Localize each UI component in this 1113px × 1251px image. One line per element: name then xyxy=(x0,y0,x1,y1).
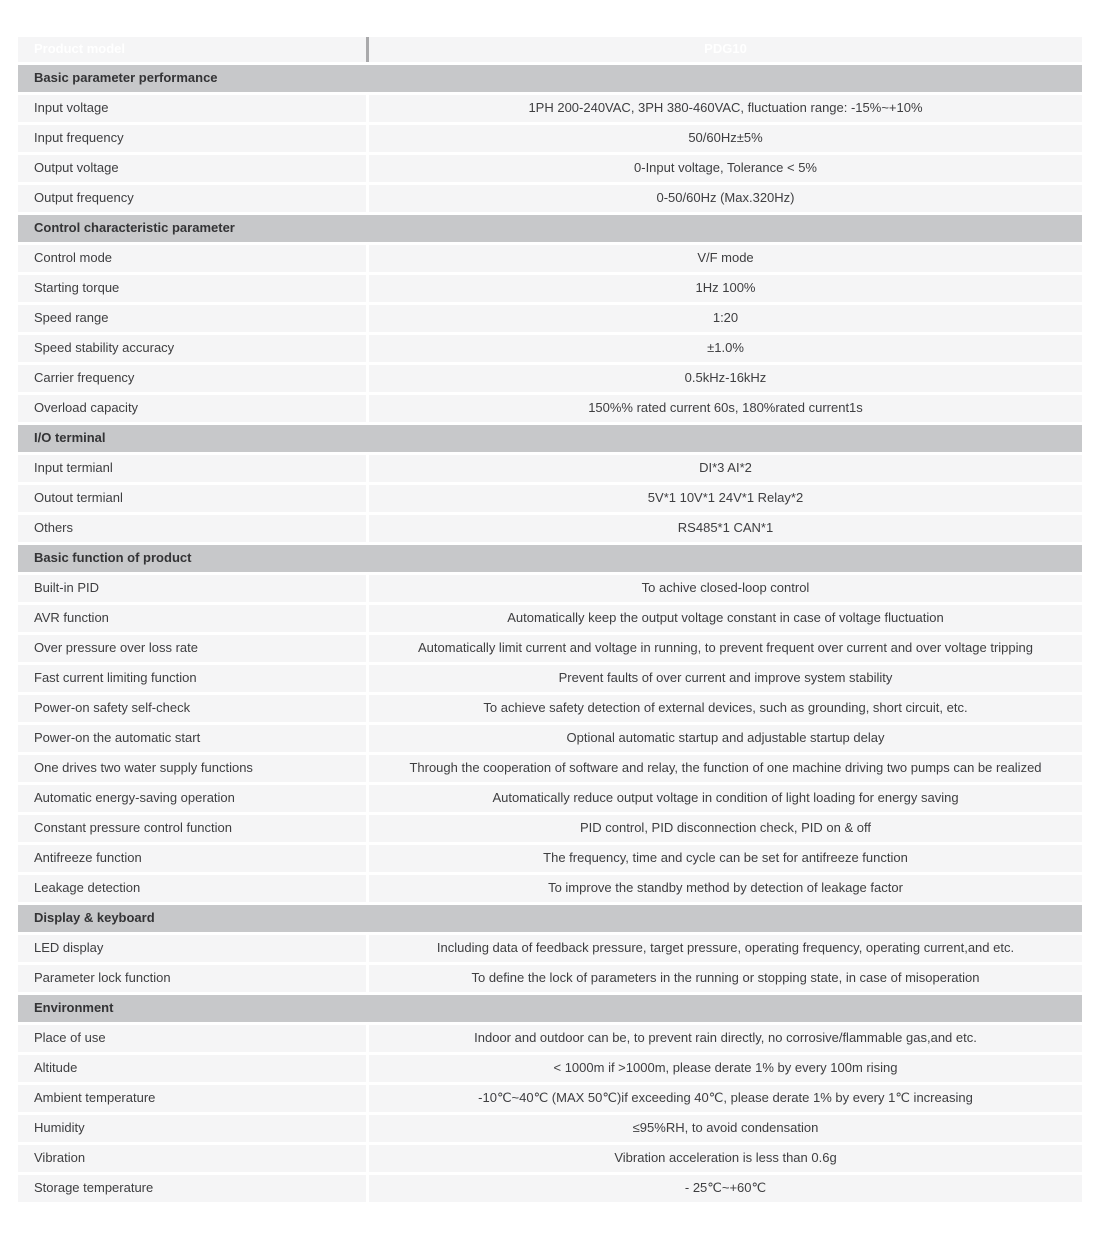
row-label: Parameter lock function xyxy=(18,965,366,992)
table-row xyxy=(18,1145,1082,1172)
table-row xyxy=(18,305,1082,332)
row-value: - 25℃~+60℃ xyxy=(369,1175,1082,1202)
table-row xyxy=(18,845,1082,872)
section-row-control-characteristic-parameter xyxy=(18,215,1082,242)
row-value: Including data of feedback pressure, target pressure, operating frequency, operating current,and etc. xyxy=(369,935,1082,962)
row-value: 50/60Hz±5% xyxy=(369,125,1082,152)
section-row-display-keyboard xyxy=(18,905,1082,932)
row-value: To improve the standby method by detection of leakage factor xyxy=(369,875,1082,902)
table-row xyxy=(18,635,1082,662)
section-row-i-o-terminal xyxy=(18,425,1082,452)
row-label: Speed stability accuracy xyxy=(18,335,366,362)
row-label: Antifreeze function xyxy=(18,845,366,872)
row-value: 0.5kHz-16kHz xyxy=(369,365,1082,392)
row-value: Automatically limit current and voltage in running, to prevent frequent over current and over voltage tripping xyxy=(369,635,1082,662)
table-row xyxy=(18,95,1082,122)
row-label: Place of use xyxy=(18,1025,366,1052)
row-value: To achieve safety detection of external devices, such as grounding, short circuit, etc. xyxy=(369,695,1082,722)
row-label: Output frequency xyxy=(18,185,366,212)
table-row xyxy=(18,1175,1082,1202)
row-value: 1Hz 100% xyxy=(369,275,1082,302)
row-label: Over pressure over loss rate xyxy=(18,635,366,662)
row-value: V/F mode xyxy=(369,245,1082,272)
row-value: 150%% rated current 60s, 180%rated current1s xyxy=(369,395,1082,422)
row-label: Outout termianl xyxy=(18,485,366,512)
table-row xyxy=(18,485,1082,512)
row-value: -10℃~40℃ (MAX 50℃)if exceeding 40℃, please derate 1% by every 1℃ increasing xyxy=(369,1085,1082,1112)
table-row xyxy=(18,275,1082,302)
table-row xyxy=(18,695,1082,722)
table-row xyxy=(18,395,1082,422)
row-label: Vibration xyxy=(18,1145,366,1172)
row-value: RS485*1 CAN*1 xyxy=(369,515,1082,542)
row-value: Prevent faults of over current and improve system stability xyxy=(369,665,1082,692)
section-row-basic-parameter-performance xyxy=(18,65,1082,92)
row-label: Automatic energy-saving operation xyxy=(18,785,366,812)
table-row xyxy=(18,575,1082,602)
row-label: Control mode xyxy=(18,245,366,272)
row-value: ±1.0% xyxy=(369,335,1082,362)
table-row xyxy=(18,1025,1082,1052)
row-value: 5V*1 10V*1 24V*1 Relay*2 xyxy=(369,485,1082,512)
section-title: Basic function of product xyxy=(18,545,1082,572)
table-row xyxy=(18,965,1082,992)
row-label: Others xyxy=(18,515,366,542)
row-label: Input termianl xyxy=(18,455,366,482)
row-label: Leakage detection xyxy=(18,875,366,902)
row-value: Automatically keep the output voltage constant in case of voltage fluctuation xyxy=(369,605,1082,632)
table-row xyxy=(18,515,1082,542)
table-row xyxy=(18,755,1082,782)
row-value: < 1000m if >1000m, please derate 1% by every 100m rising xyxy=(369,1055,1082,1082)
row-value: To achive closed-loop control xyxy=(369,575,1082,602)
row-label: Altitude xyxy=(18,1055,366,1082)
row-label: Input voltage xyxy=(18,95,366,122)
row-label: Ambient temperature xyxy=(18,1085,366,1112)
table-row xyxy=(18,1115,1082,1142)
row-value: The frequency, time and cycle can be set for antifreeze function xyxy=(369,845,1082,872)
header-product-model-label: Product model xyxy=(18,37,366,62)
section-title: Basic parameter performance xyxy=(18,65,1082,92)
table-row xyxy=(18,365,1082,392)
header-model-name: PDG10 xyxy=(369,37,1082,62)
row-label: Output voltage xyxy=(18,155,366,182)
section-title: I/O terminal xyxy=(18,425,1082,452)
row-value: To define the lock of parameters in the running or stopping state, in case of misoperation xyxy=(369,965,1082,992)
row-label: Humidity xyxy=(18,1115,366,1142)
row-label: Power-on safety self-check xyxy=(18,695,366,722)
row-value: Through the cooperation of software and relay, the function of one machine driving two pumps can be realized xyxy=(369,755,1082,782)
row-label: AVR function xyxy=(18,605,366,632)
section-title: Display & keyboard xyxy=(18,905,1082,932)
table-row xyxy=(18,245,1082,272)
spec-table xyxy=(18,37,1082,1205)
table-row xyxy=(18,815,1082,842)
row-label: One drives two water supply functions xyxy=(18,755,366,782)
table-row xyxy=(18,935,1082,962)
table-row xyxy=(18,455,1082,482)
table-row xyxy=(18,875,1082,902)
row-value: 0-50/60Hz (Max.320Hz) xyxy=(369,185,1082,212)
row-label: Overload capacity xyxy=(18,395,366,422)
table-row xyxy=(18,605,1082,632)
row-value: 1PH 200-240VAC, 3PH 380-460VAC, fluctuation range: -15%~+10% xyxy=(369,95,1082,122)
section-title: Control characteristic parameter xyxy=(18,215,1082,242)
row-value: ≤95%RH, to avoid condensation xyxy=(369,1115,1082,1142)
table-body xyxy=(18,65,1082,1202)
table-row xyxy=(18,155,1082,182)
row-value: 0-Input voltage, Tolerance < 5% xyxy=(369,155,1082,182)
row-label: Built-in PID xyxy=(18,575,366,602)
row-value: Optional automatic startup and adjustable startup delay xyxy=(369,725,1082,752)
row-value: Vibration acceleration is less than 0.6g xyxy=(369,1145,1082,1172)
table-row xyxy=(18,185,1082,212)
row-value: Indoor and outdoor can be, to prevent rain directly, no corrosive/flammable gas,and etc. xyxy=(369,1025,1082,1052)
row-label: Carrier frequency xyxy=(18,365,366,392)
row-label: Speed range xyxy=(18,305,366,332)
row-value: Automatically reduce output voltage in condition of light loading for energy saving xyxy=(369,785,1082,812)
row-value: 1:20 xyxy=(369,305,1082,332)
table-header-row xyxy=(18,37,1082,62)
table-row xyxy=(18,1055,1082,1082)
row-label: Fast current limiting function xyxy=(18,665,366,692)
row-label: Constant pressure control function xyxy=(18,815,366,842)
row-label: Power-on the automatic start xyxy=(18,725,366,752)
row-value: DI*3 AI*2 xyxy=(369,455,1082,482)
row-label: Storage temperature xyxy=(18,1175,366,1202)
row-label: Input frequency xyxy=(18,125,366,152)
row-label: LED display xyxy=(18,935,366,962)
table-row xyxy=(18,725,1082,752)
section-row-basic-function-of-product xyxy=(18,545,1082,572)
section-title: Environment xyxy=(18,995,1082,1022)
table-row xyxy=(18,125,1082,152)
section-row-environment xyxy=(18,995,1082,1022)
table-row xyxy=(18,665,1082,692)
table-row xyxy=(18,1085,1082,1112)
table-row xyxy=(18,785,1082,812)
row-value: PID control, PID disconnection check, PID on & off xyxy=(369,815,1082,842)
table-row xyxy=(18,335,1082,362)
row-label: Starting torque xyxy=(18,275,366,302)
